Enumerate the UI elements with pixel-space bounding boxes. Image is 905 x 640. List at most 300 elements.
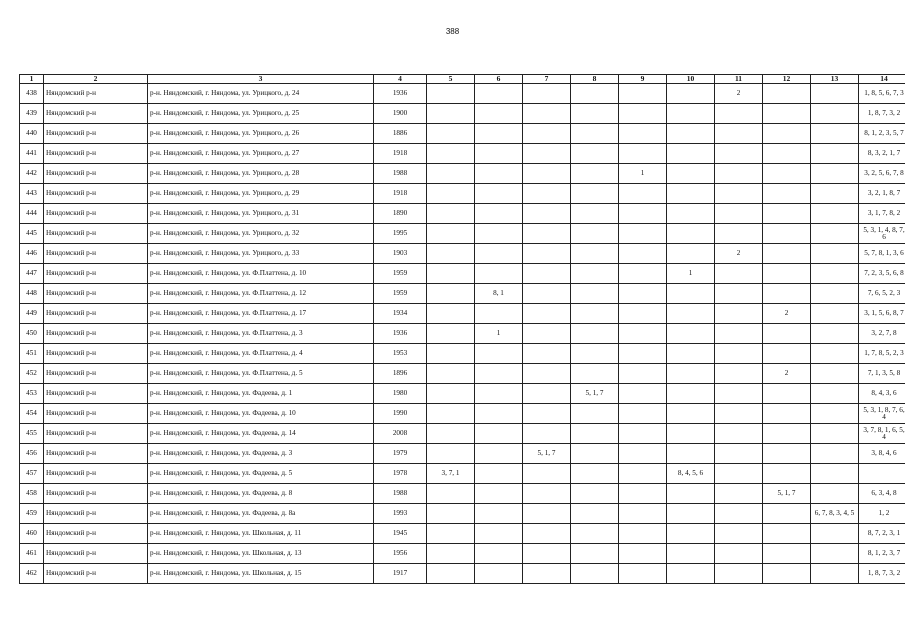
column-6-cell [475, 224, 523, 244]
column-8-cell [571, 444, 619, 464]
address-cell: р-н. Няндомский, г. Няндома, ул. Фадеева, д. 10 [148, 404, 374, 424]
column-13-cell [811, 384, 859, 404]
column-5-cell [427, 344, 475, 364]
column-14-cell: 3, 2, 1, 8, 7 [859, 184, 905, 204]
column-13-cell [811, 524, 859, 544]
column-header-3: 3 [148, 75, 374, 84]
column-14-cell: 3, 2, 5, 6, 7, 8 [859, 164, 905, 184]
column-8-cell [571, 124, 619, 144]
column-12-cell [763, 384, 811, 404]
column-13-cell [811, 484, 859, 504]
year-cell: 1959 [374, 264, 427, 284]
column-7-cell [523, 424, 571, 444]
column-14-cell: 1, 8, 5, 6, 7, 3 [859, 84, 905, 104]
district-cell: Няндомский р-н [44, 244, 148, 264]
column-11-cell [715, 424, 763, 444]
column-14-cell: 3, 1, 7, 8, 2 [859, 204, 905, 224]
table-row [20, 324, 905, 344]
column-7-cell [523, 564, 571, 584]
column-10-cell [667, 364, 715, 384]
row-number-cell: 448 [20, 284, 44, 304]
column-10-cell [667, 124, 715, 144]
column-14-cell: 7, 1, 3, 5, 8 [859, 364, 905, 384]
row-number-cell: 447 [20, 264, 44, 284]
column-12-cell: 2 [763, 304, 811, 324]
column-13-cell [811, 184, 859, 204]
table-row [20, 484, 905, 504]
page-number: 388 [445, 27, 460, 36]
column-12-cell [763, 424, 811, 444]
column-9-cell [619, 224, 667, 244]
address-cell: р-н. Няндомский, г. Няндома, ул. Урицкого, д. 31 [148, 204, 374, 224]
column-14-cell: 1, 8, 7, 3, 2 [859, 564, 905, 584]
column-14-cell: 8, 4, 3, 6 [859, 384, 905, 404]
column-5-cell [427, 524, 475, 544]
column-5-cell [427, 404, 475, 424]
column-14-cell: 8, 7, 2, 3, 1 [859, 524, 905, 544]
column-8-cell [571, 184, 619, 204]
header-row [20, 75, 905, 84]
column-6-cell [475, 344, 523, 364]
column-12-cell [763, 84, 811, 104]
year-cell: 1917 [374, 564, 427, 584]
column-12-cell [763, 284, 811, 304]
column-13-cell [811, 304, 859, 324]
column-8-cell [571, 244, 619, 264]
column-6-cell [475, 204, 523, 224]
district-cell: Няндомский р-н [44, 124, 148, 144]
year-cell: 1956 [374, 544, 427, 564]
year-cell: 1890 [374, 204, 427, 224]
district-cell: Няндомский р-н [44, 444, 148, 464]
column-6-cell [475, 164, 523, 184]
column-11-cell [715, 204, 763, 224]
column-9-cell [619, 444, 667, 464]
address-cell: р-н. Няндомский, г. Няндома, ул. Ф.Платтена, д. 17 [148, 304, 374, 324]
year-cell: 1993 [374, 504, 427, 524]
column-header-4: 4 [374, 75, 427, 84]
column-14-cell: 8, 1, 2, 3, 5, 7 [859, 124, 905, 144]
column-12-cell [763, 204, 811, 224]
column-13-cell [811, 204, 859, 224]
column-8-cell [571, 284, 619, 304]
year-cell: 1918 [374, 144, 427, 164]
column-5-cell [427, 304, 475, 324]
column-13-cell [811, 224, 859, 244]
column-7-cell [523, 344, 571, 364]
column-11-cell: 2 [715, 84, 763, 104]
column-7-cell [523, 404, 571, 424]
column-12-cell [763, 324, 811, 344]
column-8-cell [571, 564, 619, 584]
year-cell: 1936 [374, 84, 427, 104]
address-cell: р-н. Няндомский, г. Няндома, ул. Урицкого, д. 27 [148, 144, 374, 164]
column-5-cell [427, 204, 475, 224]
column-12-cell [763, 264, 811, 284]
column-5-cell [427, 144, 475, 164]
district-cell: Няндомский р-н [44, 204, 148, 224]
column-14-cell: 3, 2, 7, 8 [859, 324, 905, 344]
table-row [20, 524, 905, 544]
table-row [20, 84, 905, 104]
column-9-cell [619, 104, 667, 124]
row-number-cell: 455 [20, 424, 44, 444]
column-12-cell [763, 564, 811, 584]
column-header-5: 5 [427, 75, 475, 84]
row-number-cell: 439 [20, 104, 44, 124]
column-7-cell [523, 324, 571, 344]
column-header-13: 13 [811, 75, 859, 84]
column-header-14: 14 [859, 75, 905, 84]
row-number-cell: 459 [20, 504, 44, 524]
district-cell: Няндомский р-н [44, 364, 148, 384]
table-row [20, 284, 905, 304]
column-14-cell: 7, 6, 5, 2, 3 [859, 284, 905, 304]
column-9-cell [619, 204, 667, 224]
column-12-cell [763, 244, 811, 264]
district-cell: Няндомский р-н [44, 564, 148, 584]
column-9-cell [619, 324, 667, 344]
column-header-7: 7 [523, 75, 571, 84]
column-9-cell [619, 244, 667, 264]
column-11-cell [715, 484, 763, 504]
column-11-cell [715, 124, 763, 144]
column-header-8: 8 [571, 75, 619, 84]
column-6-cell: 1 [475, 324, 523, 344]
district-cell: Няндомский р-н [44, 544, 148, 564]
column-6-cell [475, 424, 523, 444]
column-12-cell [763, 124, 811, 144]
table-row [20, 404, 905, 424]
column-14-cell: 5, 3, 1, 8, 7, 6, 4 [859, 404, 905, 424]
column-12-cell [763, 544, 811, 564]
column-8-cell [571, 484, 619, 504]
column-6-cell [475, 184, 523, 204]
column-11-cell [715, 504, 763, 524]
column-12-cell: 2 [763, 364, 811, 384]
column-8-cell [571, 204, 619, 224]
column-14-cell: 8, 1, 2, 3, 7 [859, 544, 905, 564]
column-10-cell [667, 184, 715, 204]
row-number-cell: 453 [20, 384, 44, 404]
year-cell: 1980 [374, 384, 427, 404]
column-7-cell [523, 284, 571, 304]
column-5-cell [427, 284, 475, 304]
column-header-12: 12 [763, 75, 811, 84]
column-9-cell [619, 384, 667, 404]
column-10-cell: 8, 4, 5, 6 [667, 464, 715, 484]
column-11-cell [715, 404, 763, 424]
row-number-cell: 456 [20, 444, 44, 464]
column-12-cell [763, 524, 811, 544]
row-number-cell: 458 [20, 484, 44, 504]
table-row [20, 264, 905, 284]
column-9-cell [619, 564, 667, 584]
column-13-cell [811, 164, 859, 184]
column-header-11: 11 [715, 75, 763, 84]
address-cell: р-н. Няндомский, г. Няндома, ул. Фадеева, д. 14 [148, 424, 374, 444]
row-number-cell: 440 [20, 124, 44, 144]
column-12-cell [763, 444, 811, 464]
year-cell: 1896 [374, 364, 427, 384]
district-cell: Няндомский р-н [44, 144, 148, 164]
year-cell: 1978 [374, 464, 427, 484]
address-cell: р-н. Няндомский, г. Няндома, ул. Ф.Платтена, д. 4 [148, 344, 374, 364]
table-row [20, 364, 905, 384]
row-number-cell: 449 [20, 304, 44, 324]
column-11-cell [715, 144, 763, 164]
year-cell: 1886 [374, 124, 427, 144]
column-7-cell [523, 504, 571, 524]
address-cell: р-н. Няндомский, г. Няндома, ул. Фадеева, д. 8 [148, 484, 374, 504]
column-8-cell [571, 544, 619, 564]
column-11-cell [715, 324, 763, 344]
district-cell: Няндомский р-н [44, 484, 148, 504]
column-13-cell [811, 564, 859, 584]
column-8-cell [571, 104, 619, 124]
row-number-cell: 452 [20, 364, 44, 384]
address-cell: р-н. Няндомский, г. Няндома, ул. Фадеева, д. 8а [148, 504, 374, 524]
column-5-cell [427, 324, 475, 344]
column-12-cell [763, 144, 811, 164]
row-number-cell: 462 [20, 564, 44, 584]
column-7-cell [523, 104, 571, 124]
district-cell: Няндомский р-н [44, 464, 148, 484]
year-cell: 1918 [374, 184, 427, 204]
column-7-cell [523, 164, 571, 184]
column-11-cell [715, 444, 763, 464]
table-row [20, 464, 905, 484]
column-10-cell [667, 564, 715, 584]
column-12-cell [763, 224, 811, 244]
table-body [20, 84, 905, 584]
column-11-cell [715, 464, 763, 484]
column-7-cell [523, 304, 571, 324]
column-6-cell [475, 264, 523, 284]
column-9-cell [619, 84, 667, 104]
column-9-cell [619, 464, 667, 484]
column-5-cell [427, 264, 475, 284]
column-13-cell [811, 104, 859, 124]
column-11-cell [715, 364, 763, 384]
column-14-cell: 6, 3, 4, 8 [859, 484, 905, 504]
column-13-cell [811, 124, 859, 144]
column-11-cell [715, 284, 763, 304]
column-10-cell [667, 344, 715, 364]
address-cell: р-н. Няндомский, г. Няндома, ул. Школьная, д. 13 [148, 544, 374, 564]
column-9-cell [619, 264, 667, 284]
column-13-cell: 6, 7, 8, 3, 4, 5 [811, 504, 859, 524]
row-number-cell: 441 [20, 144, 44, 164]
column-11-cell [715, 164, 763, 184]
column-5-cell [427, 424, 475, 444]
table-row [20, 244, 905, 264]
column-13-cell [811, 244, 859, 264]
address-cell: р-н. Няндомский, г. Няндома, ул. Фадеева, д. 3 [148, 444, 374, 464]
column-13-cell [811, 264, 859, 284]
table-row [20, 384, 905, 404]
column-12-cell [763, 344, 811, 364]
column-12-cell [763, 404, 811, 424]
column-6-cell [475, 304, 523, 324]
column-10-cell [667, 424, 715, 444]
address-cell: р-н. Няндомский, г. Няндома, ул. Школьная, д. 11 [148, 524, 374, 544]
year-cell: 1988 [374, 484, 427, 504]
table-row [20, 204, 905, 224]
column-5-cell [427, 484, 475, 504]
district-cell: Няндомский р-н [44, 184, 148, 204]
column-13-cell [811, 544, 859, 564]
column-12-cell [763, 184, 811, 204]
column-8-cell [571, 344, 619, 364]
column-8-cell [571, 164, 619, 184]
column-9-cell [619, 124, 667, 144]
address-cell: р-н. Няндомский, г. Няндома, ул. Ф.Платтена, д. 10 [148, 264, 374, 284]
address-cell: р-н. Няндомский, г. Няндома, ул. Урицкого, д. 26 [148, 124, 374, 144]
column-7-cell [523, 384, 571, 404]
column-9-cell [619, 184, 667, 204]
year-cell: 1990 [374, 404, 427, 424]
column-8-cell [571, 264, 619, 284]
table-row [20, 444, 905, 464]
address-cell: р-н. Няндомский, г. Няндома, ул. Ф.Платтена, д. 3 [148, 324, 374, 344]
column-6-cell [475, 244, 523, 264]
district-cell: Няндомский р-н [44, 324, 148, 344]
column-11-cell [715, 184, 763, 204]
column-8-cell [571, 84, 619, 104]
year-cell: 1995 [374, 224, 427, 244]
table-row [20, 304, 905, 324]
column-6-cell [475, 524, 523, 544]
column-8-cell [571, 224, 619, 244]
row-number-cell: 446 [20, 244, 44, 264]
column-10-cell [667, 324, 715, 344]
column-14-cell: 1, 8, 7, 3, 2 [859, 104, 905, 124]
table-row [20, 224, 905, 244]
column-6-cell [475, 124, 523, 144]
column-8-cell [571, 324, 619, 344]
column-8-cell [571, 464, 619, 484]
column-9-cell [619, 524, 667, 544]
column-11-cell [715, 224, 763, 244]
column-5-cell [427, 384, 475, 404]
district-cell: Няндомский р-н [44, 284, 148, 304]
column-9-cell [619, 304, 667, 324]
column-5-cell [427, 444, 475, 464]
column-14-cell: 8, 3, 2, 1, 7 [859, 144, 905, 164]
column-10-cell [667, 444, 715, 464]
column-10-cell [667, 404, 715, 424]
column-14-cell: 3, 7, 8, 1, 6, 5, 4 [859, 424, 905, 444]
district-cell: Няндомский р-н [44, 344, 148, 364]
district-cell: Няндомский р-н [44, 164, 148, 184]
row-number-cell: 457 [20, 464, 44, 484]
column-14-cell: 3, 8, 4, 6 [859, 444, 905, 464]
address-cell: р-н. Няндомский, г. Няндома, ул. Урицкого, д. 29 [148, 184, 374, 204]
address-cell: р-н. Няндомский, г. Няндома, ул. Ф.Платтена, д. 12 [148, 284, 374, 304]
column-5-cell [427, 184, 475, 204]
table-row [20, 144, 905, 164]
column-7-cell [523, 544, 571, 564]
column-10-cell [667, 224, 715, 244]
column-14-cell: 3, 1, 5, 6, 8, 7 [859, 304, 905, 324]
column-8-cell [571, 364, 619, 384]
row-number-cell: 443 [20, 184, 44, 204]
column-5-cell [427, 544, 475, 564]
column-5-cell [427, 224, 475, 244]
row-number-cell: 460 [20, 524, 44, 544]
column-12-cell [763, 504, 811, 524]
column-7-cell: 5, 1, 7 [523, 444, 571, 464]
column-6-cell [475, 404, 523, 424]
column-header-6: 6 [475, 75, 523, 84]
column-9-cell [619, 344, 667, 364]
row-number-cell: 442 [20, 164, 44, 184]
column-5-cell [427, 564, 475, 584]
table-row [20, 544, 905, 564]
year-cell: 1900 [374, 104, 427, 124]
column-6-cell [475, 104, 523, 124]
column-13-cell [811, 84, 859, 104]
column-12-cell [763, 464, 811, 484]
row-number-cell: 444 [20, 204, 44, 224]
column-10-cell [667, 504, 715, 524]
column-13-cell [811, 324, 859, 344]
year-cell: 1936 [374, 324, 427, 344]
column-10-cell [667, 384, 715, 404]
district-cell: Няндомский р-н [44, 384, 148, 404]
district-cell: Няндомский р-н [44, 224, 148, 244]
column-10-cell [667, 544, 715, 564]
district-cell: Няндомский р-н [44, 404, 148, 424]
column-7-cell [523, 364, 571, 384]
row-number-cell: 461 [20, 544, 44, 564]
column-9-cell [619, 484, 667, 504]
column-10-cell [667, 304, 715, 324]
row-number-cell: 445 [20, 224, 44, 244]
column-5-cell [427, 364, 475, 384]
column-7-cell [523, 84, 571, 104]
column-14-cell: 5, 3, 1, 4, 8, 7, 6 [859, 224, 905, 244]
column-header-2: 2 [44, 75, 148, 84]
column-11-cell [715, 104, 763, 124]
column-11-cell: 2 [715, 244, 763, 264]
column-12-cell [763, 104, 811, 124]
column-9-cell [619, 144, 667, 164]
column-6-cell [475, 364, 523, 384]
column-6-cell [475, 544, 523, 564]
column-header-10: 10 [667, 75, 715, 84]
column-8-cell [571, 144, 619, 164]
column-11-cell [715, 524, 763, 544]
column-12-cell [763, 164, 811, 184]
district-cell: Няндомский р-н [44, 504, 148, 524]
year-cell: 1934 [374, 304, 427, 324]
column-13-cell [811, 464, 859, 484]
column-13-cell [811, 424, 859, 444]
row-number-cell: 450 [20, 324, 44, 344]
row-number-cell: 454 [20, 404, 44, 424]
address-cell: р-н. Няндомский, г. Няндома, ул. Урицкого, д. 28 [148, 164, 374, 184]
column-6-cell [475, 384, 523, 404]
column-8-cell [571, 504, 619, 524]
district-cell: Няндомский р-н [44, 524, 148, 544]
address-cell: р-н. Няндомский, г. Няндома, ул. Ф.Платтена, д. 5 [148, 364, 374, 384]
column-11-cell [715, 544, 763, 564]
table-row [20, 504, 905, 524]
column-9-cell [619, 364, 667, 384]
column-14-cell: 5, 7, 8, 1, 3, 6 [859, 244, 905, 264]
